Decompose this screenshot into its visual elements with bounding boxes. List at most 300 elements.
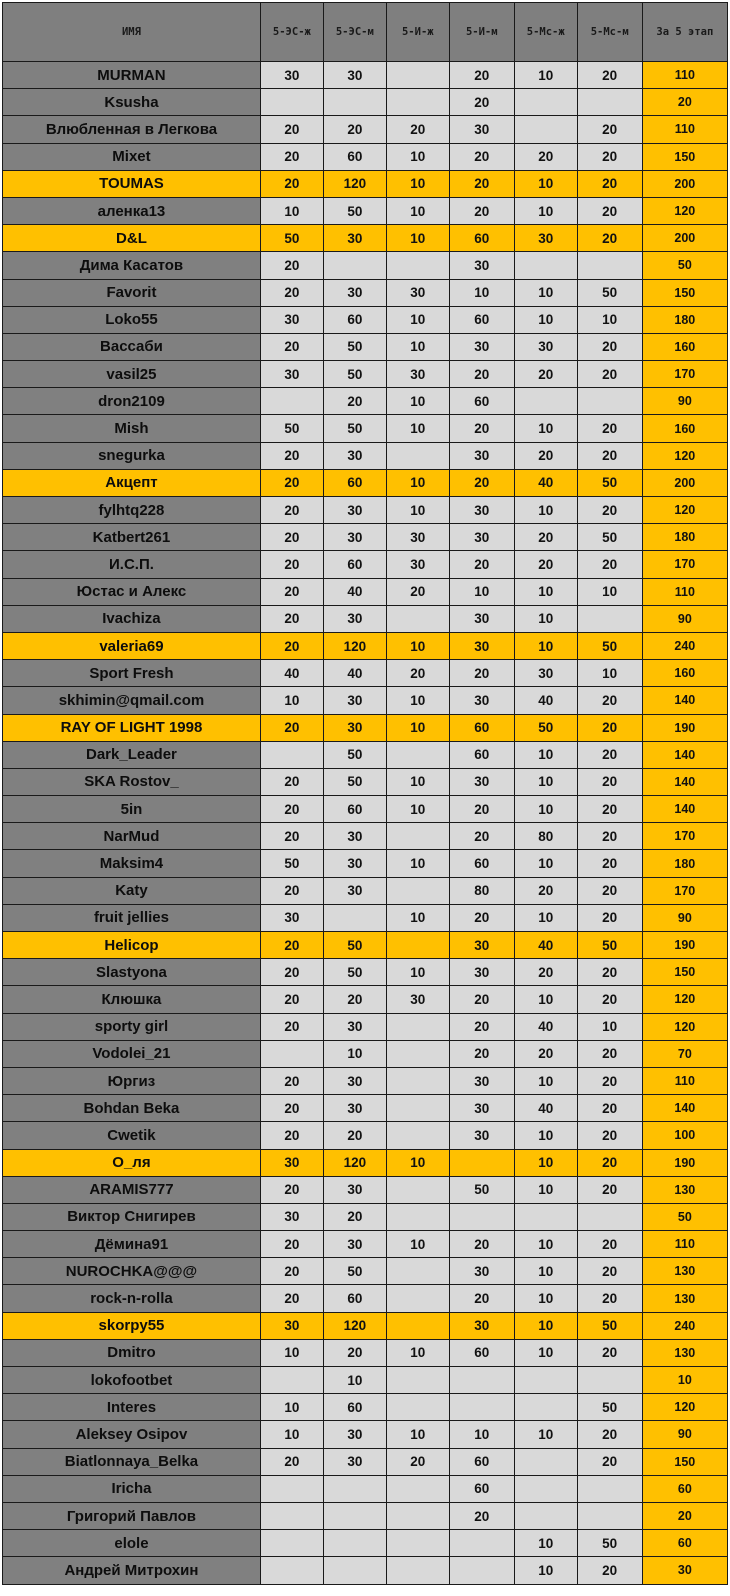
score-cell-i-women (386, 1367, 449, 1394)
participant-name: Katbert261 (3, 524, 261, 551)
score-cell-ms-men: 20 (577, 877, 642, 904)
table-row (3, 1122, 728, 1149)
score-cell-ms-women: 30 (514, 225, 577, 252)
table-row (3, 578, 728, 605)
table-row (3, 1448, 728, 1475)
score-cell-i-women: 10 (386, 469, 449, 496)
table-row (3, 388, 728, 415)
table-row (3, 170, 728, 197)
score-cell-i-men: 60 (449, 306, 514, 333)
score-cell-es-men: 20 (323, 388, 386, 415)
score-cell-es-women: 20 (260, 632, 323, 659)
score-cell-ms-women: 10 (514, 1312, 577, 1339)
table-row (3, 1502, 728, 1529)
participant-name: О_ля (3, 1149, 261, 1176)
stage-total-cell: 120 (642, 1394, 727, 1421)
participant-name: Iricha (3, 1475, 261, 1502)
score-cell-es-women: 20 (260, 578, 323, 605)
score-cell-i-men: 30 (449, 605, 514, 632)
stage-total-cell: 140 (642, 741, 727, 768)
stage-total-cell: 110 (642, 578, 727, 605)
score-cell-ms-men: 20 (577, 823, 642, 850)
score-cell-es-men: 120 (323, 632, 386, 659)
participant-name: MURMAN (3, 62, 261, 89)
participant-name: RAY OF LIGHT 1998 (3, 714, 261, 741)
stage-total-cell: 120 (642, 497, 727, 524)
score-cell-ms-men: 20 (577, 116, 642, 143)
score-cell-es-men (323, 1475, 386, 1502)
stage-total-cell: 130 (642, 1258, 727, 1285)
table-row (3, 197, 728, 224)
table-row (3, 605, 728, 632)
participant-name: rock-n-rolla (3, 1285, 261, 1312)
score-cell-ms-men: 20 (577, 1421, 642, 1448)
score-cell-i-women (386, 1203, 449, 1230)
score-cell-i-men: 20 (449, 197, 514, 224)
column-header-i-women: 5-И-ж (386, 3, 449, 62)
participant-name: Slastyona (3, 959, 261, 986)
score-cell-es-women (260, 388, 323, 415)
score-cell-i-women: 10 (386, 225, 449, 252)
score-cell-ms-men (577, 605, 642, 632)
score-cell-es-men: 30 (323, 823, 386, 850)
stage-total-cell: 60 (642, 1475, 727, 1502)
score-cell-es-men: 30 (323, 1067, 386, 1094)
score-cell-ms-women: 10 (514, 850, 577, 877)
score-cell-es-women: 10 (260, 1421, 323, 1448)
table-row (3, 1475, 728, 1502)
score-cell-es-women: 20 (260, 279, 323, 306)
score-cell-ms-men: 20 (577, 768, 642, 795)
score-cell-ms-men: 20 (577, 1095, 642, 1122)
column-header-ms-men: 5-Мс-м (577, 3, 642, 62)
stage-total-cell: 170 (642, 361, 727, 388)
score-cell-ms-women: 10 (514, 1122, 577, 1149)
score-cell-i-men: 20 (449, 143, 514, 170)
stage-total-cell: 190 (642, 932, 727, 959)
score-cell-es-men (323, 1530, 386, 1557)
participant-name: Bohdan Beka (3, 1095, 261, 1122)
score-cell-es-men: 10 (323, 1040, 386, 1067)
score-cell-ms-women: 10 (514, 1285, 577, 1312)
score-cell-es-women: 20 (260, 442, 323, 469)
score-cell-es-men: 60 (323, 1285, 386, 1312)
score-cell-ms-men: 20 (577, 1448, 642, 1475)
score-cell-es-women: 20 (260, 143, 323, 170)
score-cell-ms-men: 20 (577, 143, 642, 170)
score-cell-i-women (386, 1285, 449, 1312)
stage-total-cell: 100 (642, 1122, 727, 1149)
column-header-i-men: 5-И-м (449, 3, 514, 62)
stage-total-cell: 160 (642, 415, 727, 442)
stage-total-cell: 110 (642, 62, 727, 89)
score-cell-i-men: 30 (449, 497, 514, 524)
score-cell-i-women (386, 89, 449, 116)
score-cell-ms-men: 20 (577, 415, 642, 442)
score-cell-i-women (386, 1176, 449, 1203)
table-row (3, 1067, 728, 1094)
score-cell-es-women: 20 (260, 877, 323, 904)
score-cell-es-men: 50 (323, 741, 386, 768)
table-row (3, 1258, 728, 1285)
score-cell-es-women: 20 (260, 252, 323, 279)
table-row (3, 823, 728, 850)
score-cell-ms-women: 10 (514, 605, 577, 632)
score-cell-i-women (386, 823, 449, 850)
score-cell-ms-women: 40 (514, 1013, 577, 1040)
score-cell-es-women: 30 (260, 1149, 323, 1176)
score-cell-i-men: 20 (449, 660, 514, 687)
score-cell-ms-women: 30 (514, 660, 577, 687)
participant-name: vasil25 (3, 361, 261, 388)
column-header-name: ИМЯ (3, 3, 261, 62)
score-cell-ms-women: 20 (514, 442, 577, 469)
score-cell-i-men: 30 (449, 252, 514, 279)
score-cell-i-men: 20 (449, 361, 514, 388)
score-cell-ms-women: 10 (514, 796, 577, 823)
table-row (3, 225, 728, 252)
score-cell-i-women (386, 62, 449, 89)
participant-name: Григорий Павлов (3, 1502, 261, 1529)
score-cell-ms-women: 10 (514, 741, 577, 768)
score-cell-i-women (386, 1475, 449, 1502)
score-cell-ms-women (514, 116, 577, 143)
participant-name: Dmitro (3, 1339, 261, 1366)
stage-total-cell: 240 (642, 1312, 727, 1339)
score-cell-i-men: 60 (449, 388, 514, 415)
score-cell-ms-men: 20 (577, 62, 642, 89)
score-cell-es-women: 30 (260, 1312, 323, 1339)
score-cell-ms-men (577, 89, 642, 116)
score-cell-es-women: 20 (260, 1122, 323, 1149)
participant-name: Katy (3, 877, 261, 904)
score-cell-i-men: 30 (449, 959, 514, 986)
score-cell-es-men: 30 (323, 524, 386, 551)
score-cell-i-women: 10 (386, 850, 449, 877)
score-cell-i-women: 10 (386, 1149, 449, 1176)
score-cell-es-women: 10 (260, 1394, 323, 1421)
score-cell-es-women (260, 1040, 323, 1067)
participant-name: lokofootbet (3, 1367, 261, 1394)
column-header-ms-women: 5-Мс-ж (514, 3, 577, 62)
stage-total-cell: 140 (642, 1095, 727, 1122)
score-cell-es-women: 20 (260, 932, 323, 959)
stage-total-cell: 180 (642, 524, 727, 551)
table-row (3, 1231, 728, 1258)
stage-total-cell: 120 (642, 986, 727, 1013)
score-cell-i-women (386, 1122, 449, 1149)
score-cell-es-men: 50 (323, 932, 386, 959)
score-cell-es-women: 20 (260, 1176, 323, 1203)
participant-name: D&L (3, 225, 261, 252)
table-row (3, 1367, 728, 1394)
table-row (3, 1203, 728, 1230)
score-cell-i-men: 30 (449, 687, 514, 714)
score-cell-es-men: 30 (323, 225, 386, 252)
stage-total-cell: 130 (642, 1339, 727, 1366)
score-cell-es-men (323, 1557, 386, 1584)
score-cell-ms-men: 20 (577, 1122, 642, 1149)
score-cell-es-women: 20 (260, 1231, 323, 1258)
score-cell-ms-women: 10 (514, 497, 577, 524)
score-cell-es-men: 40 (323, 578, 386, 605)
score-cell-ms-women: 10 (514, 904, 577, 931)
score-cell-i-men: 20 (449, 904, 514, 931)
participant-name: Mixet (3, 143, 261, 170)
score-cell-es-men: 30 (323, 1421, 386, 1448)
stage-total-cell: 130 (642, 1285, 727, 1312)
score-cell-ms-men: 20 (577, 1231, 642, 1258)
participant-name: SKA Rostov_ (3, 768, 261, 795)
stage-total-cell: 120 (642, 197, 727, 224)
score-cell-i-women (386, 877, 449, 904)
score-cell-ms-men: 50 (577, 932, 642, 959)
participant-name: Biatlonnaya_Belka (3, 1448, 261, 1475)
score-cell-es-women: 30 (260, 1203, 323, 1230)
score-cell-es-women: 20 (260, 333, 323, 360)
score-cell-ms-women: 10 (514, 1530, 577, 1557)
stage-total-cell: 180 (642, 850, 727, 877)
score-cell-es-women: 30 (260, 904, 323, 931)
score-cell-es-men: 20 (323, 1203, 386, 1230)
score-cell-es-men: 30 (323, 62, 386, 89)
participant-name: TOUMAS (3, 170, 261, 197)
score-cell-es-women: 20 (260, 1067, 323, 1094)
table-row (3, 904, 728, 931)
score-cell-ms-women: 10 (514, 170, 577, 197)
score-cell-i-men: 60 (449, 225, 514, 252)
table-row (3, 1421, 728, 1448)
table-row (3, 796, 728, 823)
score-cell-i-women (386, 1040, 449, 1067)
score-cell-ms-women: 10 (514, 1258, 577, 1285)
participant-name: Ivachiza (3, 605, 261, 632)
table-row (3, 986, 728, 1013)
score-cell-ms-women: 10 (514, 1067, 577, 1094)
score-cell-i-men: 20 (449, 62, 514, 89)
score-cell-i-women: 10 (386, 1339, 449, 1366)
score-cell-i-men: 20 (449, 1502, 514, 1529)
score-cell-i-women: 10 (386, 904, 449, 931)
score-cell-ms-women: 80 (514, 823, 577, 850)
score-cell-i-men: 30 (449, 1067, 514, 1094)
score-cell-ms-men: 20 (577, 442, 642, 469)
score-cell-ms-women: 10 (514, 1557, 577, 1584)
participant-name: Дима Касатов (3, 252, 261, 279)
score-cell-ms-men (577, 252, 642, 279)
stage-total-cell: 110 (642, 1231, 727, 1258)
table-row (3, 442, 728, 469)
score-cell-ms-women: 20 (514, 959, 577, 986)
score-cell-i-women (386, 1530, 449, 1557)
participant-name: Cwetik (3, 1122, 261, 1149)
score-cell-ms-women: 10 (514, 578, 577, 605)
results-table (2, 2, 728, 1585)
score-cell-i-women: 20 (386, 578, 449, 605)
score-cell-ms-women: 10 (514, 1421, 577, 1448)
score-cell-es-men: 30 (323, 714, 386, 741)
score-cell-es-women (260, 1367, 323, 1394)
score-cell-i-women: 10 (386, 170, 449, 197)
score-cell-ms-women (514, 252, 577, 279)
score-cell-ms-women: 10 (514, 632, 577, 659)
participant-name: NarMud (3, 823, 261, 850)
table-row (3, 1013, 728, 1040)
stage-total-cell: 180 (642, 306, 727, 333)
table-row (3, 497, 728, 524)
table-row (3, 1530, 728, 1557)
score-cell-ms-men: 50 (577, 469, 642, 496)
score-cell-i-women: 20 (386, 116, 449, 143)
score-cell-i-women: 10 (386, 768, 449, 795)
table-row (3, 551, 728, 578)
score-cell-i-men (449, 1557, 514, 1584)
table-row (3, 1095, 728, 1122)
score-cell-es-men: 30 (323, 850, 386, 877)
table-row (3, 1394, 728, 1421)
score-cell-i-men: 30 (449, 333, 514, 360)
score-cell-ms-men: 20 (577, 361, 642, 388)
score-cell-es-women (260, 741, 323, 768)
score-cell-es-men: 120 (323, 1149, 386, 1176)
score-cell-i-men: 20 (449, 823, 514, 850)
score-cell-i-women: 10 (386, 959, 449, 986)
score-cell-es-men: 50 (323, 1258, 386, 1285)
participant-name: Дёмина91 (3, 1231, 261, 1258)
stage-total-cell: 240 (642, 632, 727, 659)
participant-name: Helicop (3, 932, 261, 959)
stage-total-cell: 70 (642, 1040, 727, 1067)
score-cell-es-women: 20 (260, 714, 323, 741)
score-cell-i-women (386, 741, 449, 768)
stage-total-cell: 150 (642, 959, 727, 986)
score-cell-i-men: 20 (449, 796, 514, 823)
score-cell-ms-women: 10 (514, 197, 577, 224)
score-cell-i-women: 30 (386, 361, 449, 388)
stage-total-cell: 160 (642, 333, 727, 360)
table-row (3, 959, 728, 986)
score-cell-ms-women (514, 1367, 577, 1394)
score-cell-ms-men: 20 (577, 741, 642, 768)
score-cell-i-women: 20 (386, 660, 449, 687)
stage-total-cell: 90 (642, 904, 727, 931)
participant-name: Андрей Митрохин (3, 1557, 261, 1584)
table-row (3, 660, 728, 687)
score-cell-ms-women: 40 (514, 1095, 577, 1122)
stage-total-cell: 200 (642, 170, 727, 197)
table-row (3, 768, 728, 795)
stage-total-cell: 90 (642, 1421, 727, 1448)
score-cell-es-men: 50 (323, 415, 386, 442)
score-cell-es-women: 20 (260, 551, 323, 578)
table-body (3, 62, 728, 1585)
score-cell-es-women (260, 89, 323, 116)
score-cell-ms-men: 20 (577, 1285, 642, 1312)
score-cell-es-men: 50 (323, 333, 386, 360)
score-cell-es-men: 40 (323, 660, 386, 687)
score-cell-es-men: 30 (323, 605, 386, 632)
participant-name: Юстас и Алекс (3, 578, 261, 605)
score-cell-i-women: 10 (386, 333, 449, 360)
score-cell-es-women: 30 (260, 62, 323, 89)
table-row (3, 850, 728, 877)
score-cell-ms-men: 50 (577, 524, 642, 551)
table-row (3, 116, 728, 143)
participant-name: Mish (3, 415, 261, 442)
score-cell-es-men: 60 (323, 1394, 386, 1421)
score-cell-es-women: 20 (260, 1095, 323, 1122)
score-cell-i-men: 20 (449, 986, 514, 1013)
score-cell-es-women: 50 (260, 850, 323, 877)
score-cell-es-men: 120 (323, 1312, 386, 1339)
score-cell-i-men: 80 (449, 877, 514, 904)
table-row (3, 741, 728, 768)
stage-total-cell: 190 (642, 714, 727, 741)
score-cell-es-women: 30 (260, 361, 323, 388)
table-row (3, 252, 728, 279)
table-row (3, 687, 728, 714)
score-cell-es-women: 40 (260, 660, 323, 687)
table-row (3, 632, 728, 659)
score-cell-ms-women (514, 1475, 577, 1502)
score-cell-ms-women (514, 1502, 577, 1529)
participant-name: Виктор Снигирев (3, 1203, 261, 1230)
score-cell-ms-men: 10 (577, 578, 642, 605)
score-cell-es-women: 10 (260, 687, 323, 714)
score-cell-i-men: 30 (449, 1258, 514, 1285)
score-cell-ms-men: 50 (577, 632, 642, 659)
score-cell-es-men: 30 (323, 442, 386, 469)
participant-name: И.С.П. (3, 551, 261, 578)
score-cell-ms-women: 20 (514, 143, 577, 170)
participant-name: snegurka (3, 442, 261, 469)
score-cell-es-men: 60 (323, 469, 386, 496)
score-cell-i-women (386, 1013, 449, 1040)
score-cell-ms-women: 40 (514, 932, 577, 959)
score-cell-i-women: 10 (386, 687, 449, 714)
score-cell-ms-men: 20 (577, 1176, 642, 1203)
table-row (3, 932, 728, 959)
score-cell-es-men (323, 89, 386, 116)
score-cell-es-women (260, 1530, 323, 1557)
score-cell-es-men: 30 (323, 1176, 386, 1203)
header-row (3, 3, 728, 62)
score-cell-es-women: 20 (260, 524, 323, 551)
participant-name: dron2109 (3, 388, 261, 415)
score-cell-ms-men: 20 (577, 904, 642, 931)
score-cell-ms-women: 40 (514, 687, 577, 714)
participant-name: elole (3, 1530, 261, 1557)
score-cell-ms-men: 20 (577, 1339, 642, 1366)
stage-total-cell: 110 (642, 1067, 727, 1094)
participant-name: Interes (3, 1394, 261, 1421)
score-cell-i-women (386, 252, 449, 279)
score-cell-i-women: 30 (386, 551, 449, 578)
stage-total-cell: 110 (642, 116, 727, 143)
score-cell-ms-women (514, 1394, 577, 1421)
score-cell-ms-men: 20 (577, 714, 642, 741)
table-row (3, 1040, 728, 1067)
score-cell-ms-men: 20 (577, 1040, 642, 1067)
score-cell-es-women: 20 (260, 959, 323, 986)
score-cell-ms-men: 50 (577, 1394, 642, 1421)
participant-name: Акцепт (3, 469, 261, 496)
stage-total-cell: 50 (642, 252, 727, 279)
score-cell-ms-men: 20 (577, 1149, 642, 1176)
score-cell-es-women: 20 (260, 768, 323, 795)
table-row (3, 415, 728, 442)
score-cell-i-men: 30 (449, 1095, 514, 1122)
